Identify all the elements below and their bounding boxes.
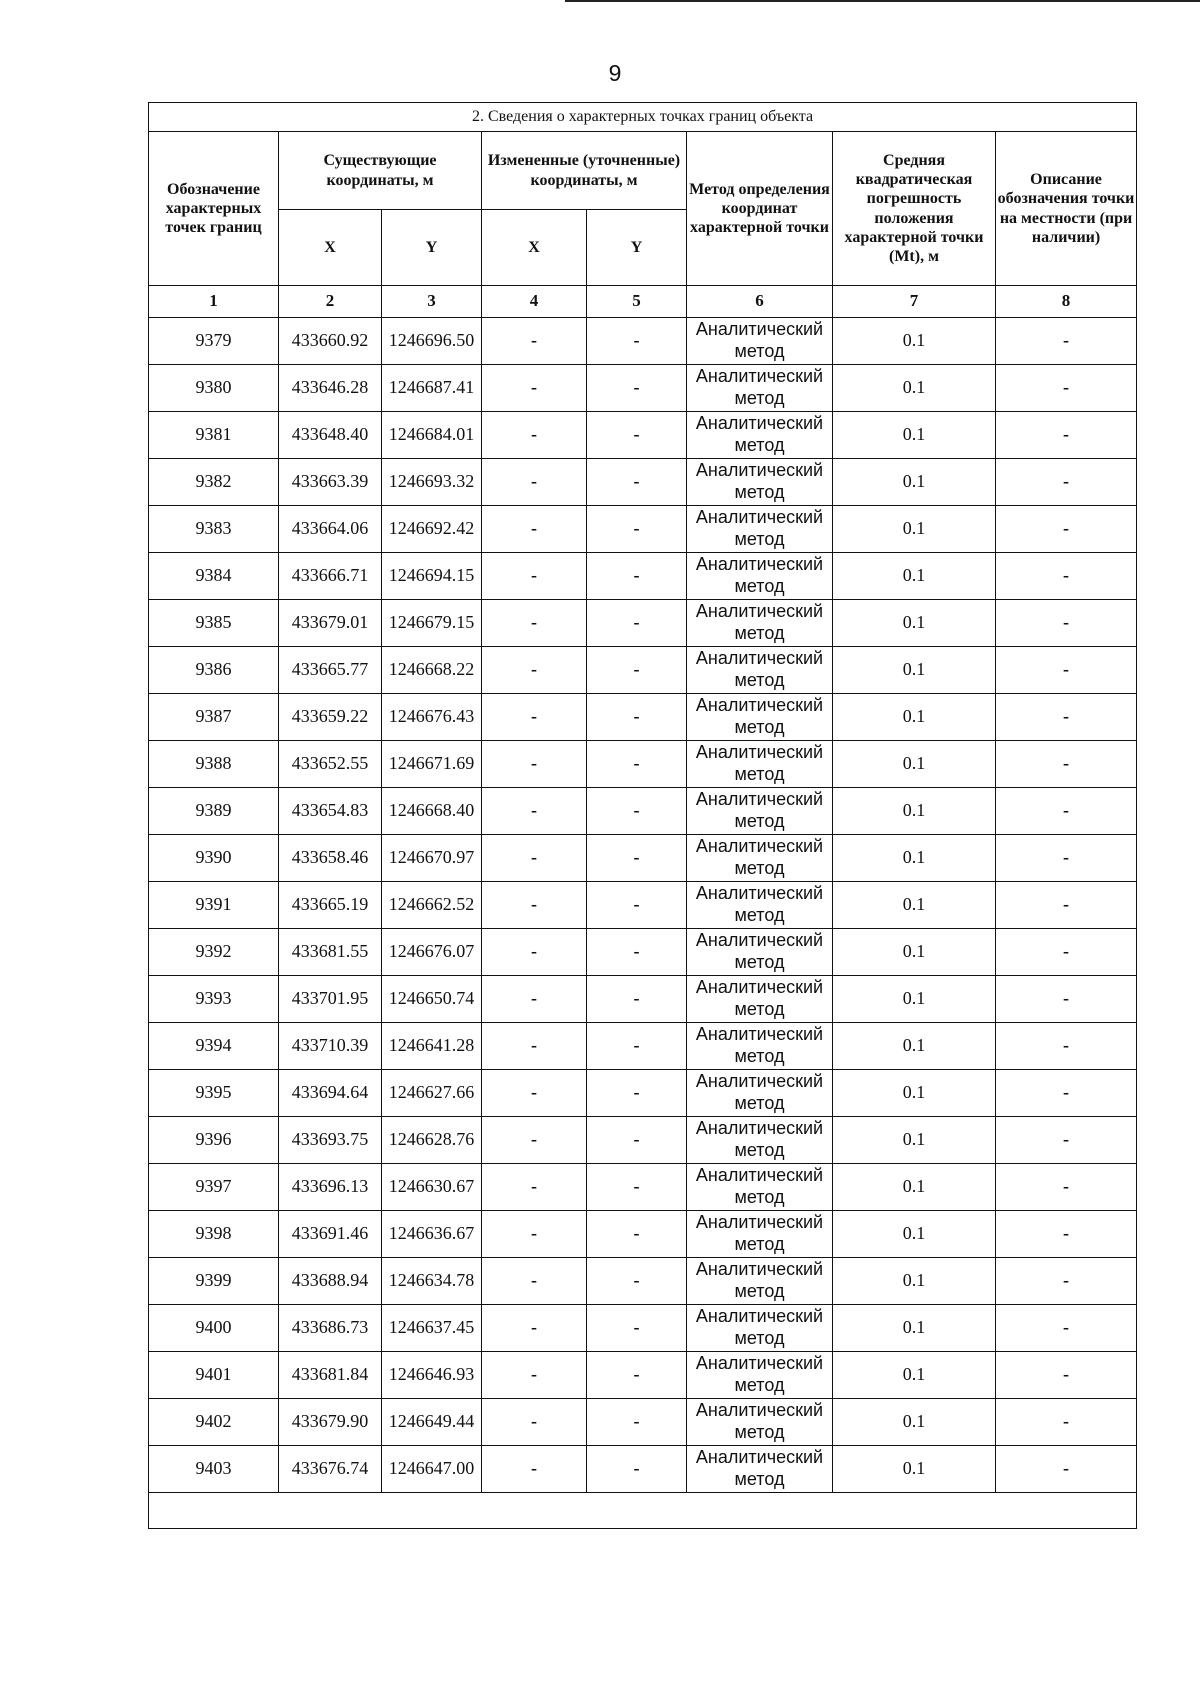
top-rule xyxy=(565,0,1200,2)
method-cell: Аналитический метод xyxy=(687,1117,833,1164)
method-cell: Аналитический метод xyxy=(687,929,833,976)
existing-y-cell: 1246679.15 xyxy=(382,600,482,647)
changed-x-cell: - xyxy=(482,1352,587,1399)
existing-x-cell: 433686.73 xyxy=(279,1305,382,1352)
method-cell: Аналитический метод xyxy=(687,318,833,365)
method-cell: Аналитический метод xyxy=(687,1305,833,1352)
existing-x-cell: 433693.75 xyxy=(279,1117,382,1164)
point-id-cell: 9385 xyxy=(149,600,279,647)
point-id-cell: 9393 xyxy=(149,976,279,1023)
point-id-cell: 9383 xyxy=(149,506,279,553)
existing-x-cell: 433691.46 xyxy=(279,1211,382,1258)
point-id-cell: 9392 xyxy=(149,929,279,976)
changed-y-cell: - xyxy=(587,976,687,1023)
point-id-cell: 9387 xyxy=(149,694,279,741)
existing-x-cell: 433696.13 xyxy=(279,1164,382,1211)
description-cell: - xyxy=(996,788,1137,835)
changed-y-cell: - xyxy=(587,1305,687,1352)
method-cell: Аналитический метод xyxy=(687,741,833,788)
changed-y-cell: - xyxy=(587,929,687,976)
existing-y-cell: 1246687.41 xyxy=(382,365,482,412)
description-cell: - xyxy=(996,459,1137,506)
method-cell: Аналитический метод xyxy=(687,553,833,600)
changed-x-cell: - xyxy=(482,1117,587,1164)
column-number: 1 xyxy=(149,286,279,318)
description-cell: - xyxy=(996,835,1137,882)
existing-y-cell: 1246676.07 xyxy=(382,929,482,976)
changed-y-cell: - xyxy=(587,318,687,365)
table-row xyxy=(149,882,1137,929)
point-id-cell: 9403 xyxy=(149,1446,279,1493)
existing-x-cell: 433701.95 xyxy=(279,976,382,1023)
existing-y-cell: 1246694.15 xyxy=(382,553,482,600)
point-id-cell: 9402 xyxy=(149,1399,279,1446)
existing-x-cell: 433688.94 xyxy=(279,1258,382,1305)
table-row xyxy=(149,1446,1137,1493)
table-row xyxy=(149,459,1137,506)
header-existing-coordinates: Существующие координаты, м xyxy=(279,132,482,210)
changed-y-cell: - xyxy=(587,1023,687,1070)
existing-x-cell: 433646.28 xyxy=(279,365,382,412)
changed-y-cell: - xyxy=(587,694,687,741)
method-cell: Аналитический метод xyxy=(687,412,833,459)
error-cell: 0.1 xyxy=(833,835,996,882)
changed-x-cell: - xyxy=(482,1070,587,1117)
error-cell: 0.1 xyxy=(833,1258,996,1305)
existing-y-cell: 1246636.67 xyxy=(382,1211,482,1258)
changed-x-cell: - xyxy=(482,365,587,412)
point-id-cell: 9401 xyxy=(149,1352,279,1399)
changed-y-cell: - xyxy=(587,1117,687,1164)
description-cell: - xyxy=(996,694,1137,741)
table-row xyxy=(149,1164,1137,1211)
existing-y-cell: 1246676.43 xyxy=(382,694,482,741)
section-title: 2. Сведения о характерных точках границ объекта xyxy=(149,103,1137,132)
changed-y-cell: - xyxy=(587,1070,687,1117)
description-cell: - xyxy=(996,506,1137,553)
method-cell: Аналитический метод xyxy=(687,459,833,506)
error-cell: 0.1 xyxy=(833,788,996,835)
table-row xyxy=(149,1352,1137,1399)
changed-y-cell: - xyxy=(587,553,687,600)
description-cell: - xyxy=(996,365,1137,412)
error-cell: 0.1 xyxy=(833,647,996,694)
description-cell: - xyxy=(996,553,1137,600)
changed-x-cell: - xyxy=(482,788,587,835)
existing-x-cell: 433652.55 xyxy=(279,741,382,788)
description-cell: - xyxy=(996,1023,1137,1070)
table-row xyxy=(149,1399,1137,1446)
method-cell: Аналитический метод xyxy=(687,647,833,694)
table-row xyxy=(149,1023,1137,1070)
existing-y-cell: 1246668.22 xyxy=(382,647,482,694)
changed-y-cell: - xyxy=(587,600,687,647)
changed-x-cell: - xyxy=(482,1164,587,1211)
method-cell: Аналитический метод xyxy=(687,1446,833,1493)
existing-y-cell: 1246650.74 xyxy=(382,976,482,1023)
existing-x-cell: 433694.64 xyxy=(279,1070,382,1117)
table-row xyxy=(149,365,1137,412)
table-row xyxy=(149,1070,1137,1117)
changed-x-cell: - xyxy=(482,976,587,1023)
point-id-cell: 9389 xyxy=(149,788,279,835)
header-method: Метод определения координат характерной точки xyxy=(687,132,833,286)
method-cell: Аналитический метод xyxy=(687,976,833,1023)
point-id-cell: 9400 xyxy=(149,1305,279,1352)
existing-y-cell: 1246693.32 xyxy=(382,459,482,506)
method-cell: Аналитический метод xyxy=(687,882,833,929)
table-row xyxy=(149,647,1137,694)
table-row xyxy=(149,1117,1137,1164)
existing-x-cell: 433665.77 xyxy=(279,647,382,694)
changed-x-cell: - xyxy=(482,412,587,459)
changed-y-cell: - xyxy=(587,506,687,553)
changed-y-cell: - xyxy=(587,788,687,835)
description-cell: - xyxy=(996,1258,1137,1305)
existing-x-cell: 433679.01 xyxy=(279,600,382,647)
error-cell: 0.1 xyxy=(833,1446,996,1493)
column-number: 7 xyxy=(833,286,996,318)
description-cell: - xyxy=(996,1211,1137,1258)
existing-y-cell: 1246646.93 xyxy=(382,1352,482,1399)
changed-x-cell: - xyxy=(482,1023,587,1070)
changed-x-cell: - xyxy=(482,835,587,882)
existing-y-cell: 1246627.66 xyxy=(382,1070,482,1117)
column-number: 2 xyxy=(279,286,382,318)
table-row xyxy=(149,600,1137,647)
point-id-cell: 9397 xyxy=(149,1164,279,1211)
table-row xyxy=(149,1305,1137,1352)
error-cell: 0.1 xyxy=(833,459,996,506)
existing-y-cell: 1246662.52 xyxy=(382,882,482,929)
method-cell: Аналитический метод xyxy=(687,1023,833,1070)
method-cell: Аналитический метод xyxy=(687,835,833,882)
table-row xyxy=(149,976,1137,1023)
column-number: 5 xyxy=(587,286,687,318)
existing-y-cell: 1246649.44 xyxy=(382,1399,482,1446)
description-cell: - xyxy=(996,1164,1137,1211)
existing-y-cell: 1246668.40 xyxy=(382,788,482,835)
existing-y-cell: 1246670.97 xyxy=(382,835,482,882)
column-number: 6 xyxy=(687,286,833,318)
existing-x-cell: 433664.06 xyxy=(279,506,382,553)
existing-x-cell: 433663.39 xyxy=(279,459,382,506)
existing-y-cell: 1246692.42 xyxy=(382,506,482,553)
existing-y-cell: 1246696.50 xyxy=(382,318,482,365)
header-mean-square-error: Средняя квадратическая погрешность положения характерной точки (Mt), м xyxy=(833,132,996,286)
point-id-cell: 9379 xyxy=(149,318,279,365)
table-row xyxy=(149,741,1137,788)
error-cell: 0.1 xyxy=(833,365,996,412)
description-cell: - xyxy=(996,882,1137,929)
existing-x-cell: 433681.55 xyxy=(279,929,382,976)
method-cell: Аналитический метод xyxy=(687,1211,833,1258)
method-cell: Аналитический метод xyxy=(687,600,833,647)
error-cell: 0.1 xyxy=(833,1023,996,1070)
error-cell: 0.1 xyxy=(833,694,996,741)
error-cell: 0.1 xyxy=(833,506,996,553)
error-cell: 0.1 xyxy=(833,1399,996,1446)
table-row xyxy=(149,1258,1137,1305)
existing-x-cell: 433681.84 xyxy=(279,1352,382,1399)
table-row xyxy=(149,412,1137,459)
changed-x-cell: - xyxy=(482,318,587,365)
changed-y-cell: - xyxy=(587,741,687,788)
method-cell: Аналитический метод xyxy=(687,365,833,412)
header-x-existing: X xyxy=(279,210,382,286)
page-number: 9 xyxy=(608,60,622,86)
method-cell: Аналитический метод xyxy=(687,694,833,741)
description-cell: - xyxy=(996,1446,1137,1493)
changed-y-cell: - xyxy=(587,647,687,694)
existing-x-cell: 433679.90 xyxy=(279,1399,382,1446)
existing-x-cell: 433654.83 xyxy=(279,788,382,835)
point-id-cell: 9395 xyxy=(149,1070,279,1117)
existing-y-cell: 1246630.67 xyxy=(382,1164,482,1211)
table-row xyxy=(149,1211,1137,1258)
changed-x-cell: - xyxy=(482,1211,587,1258)
error-cell: 0.1 xyxy=(833,929,996,976)
changed-x-cell: - xyxy=(482,459,587,506)
existing-y-cell: 1246634.78 xyxy=(382,1258,482,1305)
column-numbers-row xyxy=(149,286,1137,318)
description-cell: - xyxy=(996,929,1137,976)
table-row xyxy=(149,788,1137,835)
existing-y-cell: 1246628.76 xyxy=(382,1117,482,1164)
header-point-designation: Обозначение характерных точек границ xyxy=(149,132,279,286)
point-id-cell: 9381 xyxy=(149,412,279,459)
point-id-cell: 9391 xyxy=(149,882,279,929)
header-point-description: Описание обозначения точки на местности (при наличии) xyxy=(996,132,1137,286)
changed-y-cell: - xyxy=(587,1352,687,1399)
changed-x-cell: - xyxy=(482,1305,587,1352)
existing-y-cell: 1246641.28 xyxy=(382,1023,482,1070)
changed-y-cell: - xyxy=(587,1258,687,1305)
table-row xyxy=(149,835,1137,882)
method-cell: Аналитический метод xyxy=(687,1164,833,1211)
point-id-cell: 9390 xyxy=(149,835,279,882)
changed-x-cell: - xyxy=(482,553,587,600)
empty-footer-row xyxy=(149,1493,1137,1529)
boundary-points-table xyxy=(148,102,1137,1529)
error-cell: 0.1 xyxy=(833,1070,996,1117)
header-changed-coordinates: Измененные (уточненные) координаты, м xyxy=(482,132,687,210)
error-cell: 0.1 xyxy=(833,1305,996,1352)
changed-y-cell: - xyxy=(587,1399,687,1446)
header-x-changed: X xyxy=(482,210,587,286)
error-cell: 0.1 xyxy=(833,1117,996,1164)
description-cell: - xyxy=(996,1305,1137,1352)
point-id-cell: 9398 xyxy=(149,1211,279,1258)
table-row xyxy=(149,318,1137,365)
error-cell: 0.1 xyxy=(833,976,996,1023)
error-cell: 0.1 xyxy=(833,1352,996,1399)
changed-x-cell: - xyxy=(482,1399,587,1446)
description-cell: - xyxy=(996,1399,1137,1446)
method-cell: Аналитический метод xyxy=(687,1399,833,1446)
method-cell: Аналитический метод xyxy=(687,788,833,835)
changed-x-cell: - xyxy=(482,647,587,694)
changed-y-cell: - xyxy=(587,1446,687,1493)
changed-y-cell: - xyxy=(587,459,687,506)
table-row xyxy=(149,506,1137,553)
changed-x-cell: - xyxy=(482,882,587,929)
point-id-cell: 9399 xyxy=(149,1258,279,1305)
changed-x-cell: - xyxy=(482,694,587,741)
changed-y-cell: - xyxy=(587,1164,687,1211)
table-row xyxy=(149,553,1137,600)
existing-x-cell: 433666.71 xyxy=(279,553,382,600)
changed-x-cell: - xyxy=(482,506,587,553)
changed-y-cell: - xyxy=(587,835,687,882)
point-id-cell: 9388 xyxy=(149,741,279,788)
changed-y-cell: - xyxy=(587,365,687,412)
point-id-cell: 9382 xyxy=(149,459,279,506)
error-cell: 0.1 xyxy=(833,741,996,788)
existing-x-cell: 433710.39 xyxy=(279,1023,382,1070)
method-cell: Аналитический метод xyxy=(687,1258,833,1305)
point-id-cell: 9380 xyxy=(149,365,279,412)
point-id-cell: 9386 xyxy=(149,647,279,694)
changed-y-cell: - xyxy=(587,882,687,929)
error-cell: 0.1 xyxy=(833,553,996,600)
changed-x-cell: - xyxy=(482,1258,587,1305)
error-cell: 0.1 xyxy=(833,600,996,647)
changed-y-cell: - xyxy=(587,412,687,459)
column-number: 3 xyxy=(382,286,482,318)
method-cell: Аналитический метод xyxy=(687,506,833,553)
error-cell: 0.1 xyxy=(833,882,996,929)
description-cell: - xyxy=(996,647,1137,694)
existing-x-cell: 433665.19 xyxy=(279,882,382,929)
point-id-cell: 9384 xyxy=(149,553,279,600)
changed-x-cell: - xyxy=(482,600,587,647)
existing-y-cell: 1246647.00 xyxy=(382,1446,482,1493)
error-cell: 0.1 xyxy=(833,318,996,365)
description-cell: - xyxy=(996,741,1137,788)
existing-x-cell: 433659.22 xyxy=(279,694,382,741)
method-cell: Аналитический метод xyxy=(687,1352,833,1399)
existing-y-cell: 1246684.01 xyxy=(382,412,482,459)
column-number: 8 xyxy=(996,286,1137,318)
changed-y-cell: - xyxy=(587,1211,687,1258)
description-cell: - xyxy=(996,600,1137,647)
description-cell: - xyxy=(996,1070,1137,1117)
existing-y-cell: 1246671.69 xyxy=(382,741,482,788)
error-cell: 0.1 xyxy=(833,1164,996,1211)
existing-x-cell: 433658.46 xyxy=(279,835,382,882)
changed-x-cell: - xyxy=(482,929,587,976)
header-y-changed: Y xyxy=(587,210,687,286)
header-y-existing: Y xyxy=(382,210,482,286)
error-cell: 0.1 xyxy=(833,1211,996,1258)
column-number: 4 xyxy=(482,286,587,318)
changed-x-cell: - xyxy=(482,741,587,788)
existing-y-cell: 1246637.45 xyxy=(382,1305,482,1352)
description-cell: - xyxy=(996,1352,1137,1399)
description-cell: - xyxy=(996,412,1137,459)
table-row xyxy=(149,694,1137,741)
table-row xyxy=(149,929,1137,976)
point-id-cell: 9394 xyxy=(149,1023,279,1070)
description-cell: - xyxy=(996,1117,1137,1164)
existing-x-cell: 433676.74 xyxy=(279,1446,382,1493)
existing-x-cell: 433660.92 xyxy=(279,318,382,365)
changed-x-cell: - xyxy=(482,1446,587,1493)
existing-x-cell: 433648.40 xyxy=(279,412,382,459)
description-cell: - xyxy=(996,976,1137,1023)
empty-footer-cell xyxy=(149,1493,1137,1529)
method-cell: Аналитический метод xyxy=(687,1070,833,1117)
error-cell: 0.1 xyxy=(833,412,996,459)
description-cell: - xyxy=(996,318,1137,365)
point-id-cell: 9396 xyxy=(149,1117,279,1164)
